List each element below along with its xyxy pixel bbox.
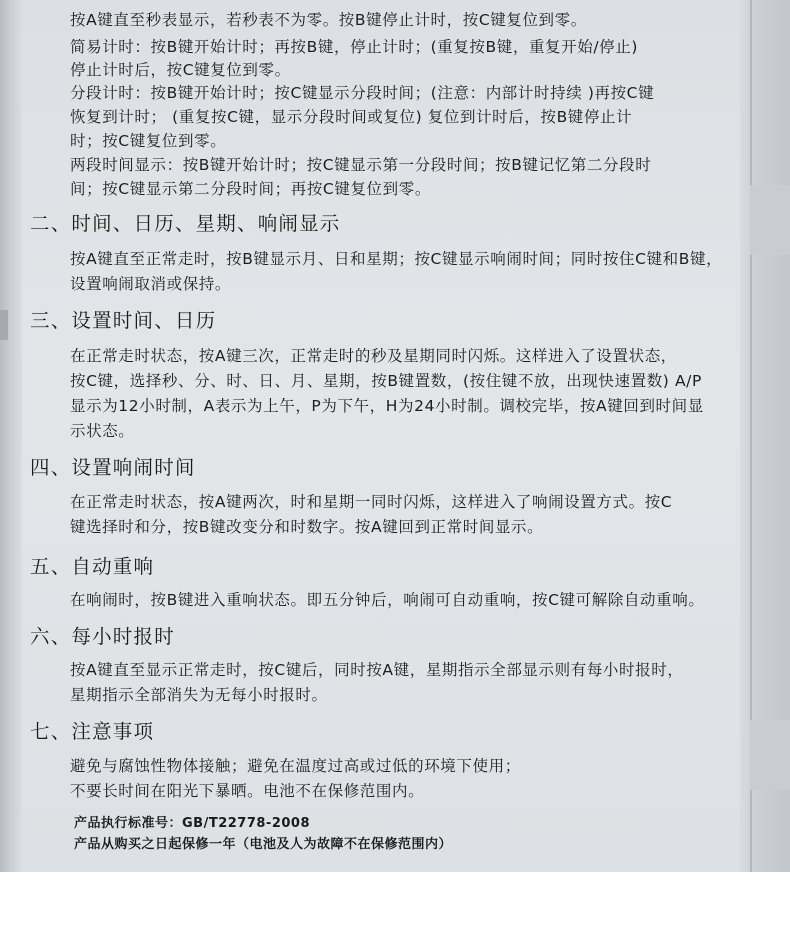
sheet-left-edge <box>0 0 22 872</box>
section-heading: 六、每小时报时 <box>30 625 175 648</box>
body-line: 避免与腐蚀性物体接触；避免在温度过高或过低的环境下使用； <box>70 757 521 775</box>
sheet-notch <box>750 720 790 790</box>
body-line: 时；按C键复位到零。 <box>70 132 227 150</box>
body-line: 星期指示全部消失为无每小时报时。 <box>70 686 328 704</box>
section-heading: 四、设置响闹时间 <box>30 456 196 479</box>
body-line: 按A键直至显示正常走时，按C键后，同时按A键，星期指示全部显示则有每小时报时， <box>70 661 684 679</box>
body-line: 停止计时后，按C键复位到零。 <box>70 61 291 79</box>
body-line: 简易计时：按B键开始计时；再按B键，停止计时；(重复按B键，重复开始/停止) <box>70 38 639 56</box>
body-line: 设置响闹取消或保持。 <box>70 275 232 293</box>
standard-number: 产品执行标准号：GB/T22778-2008 <box>74 816 310 831</box>
body-line: 键选择时和分，按B键改变分和时数字。按A键回到正常时间显示。 <box>70 518 544 536</box>
warranty-note: 产品从购买之日起保修一年（电池及人为故障不在保修范围内） <box>74 837 453 852</box>
body-line: 不要长时间在阳光下暴晒。电池不在保修范围内。 <box>70 782 425 800</box>
section-heading: 七、注意事项 <box>30 720 155 743</box>
body-line: 在正常走时状态，按A键两次，时和星期一同时闪烁，这样进入了响闹设置方式。按C <box>70 493 673 511</box>
sheet-edge-mark <box>0 310 8 340</box>
body-line: 在响闹时，按B键进入重响状态。即五分钟后，响闹可自动重响，按C键可解除自动重响。 <box>70 591 705 609</box>
section-heading: 五、自动重响 <box>30 555 155 578</box>
body-line: 按A键直至秒表显示，若秒表不为零。按B键停止计时，按C键复位到零。 <box>70 11 587 29</box>
body-line: 按A键直至正常走时，按B键显示月、日和星期；按C键显示响闹时间；同时按住C键和B键， <box>70 250 723 268</box>
section-heading: 三、设置时间、日历 <box>30 309 217 332</box>
body-line: 分段计时：按B键开始计时；按C键显示分段时间；(注意：内部计时持续 )再按C键 <box>70 84 655 102</box>
body-line: 恢复到计时； (重复按C键，显示分段时间或复位) 复位到计时后，按B键停止计 <box>70 108 633 126</box>
body-line: 显示为12小时制，A表示为上午，P为下午，H为24小时制。调校完毕，按A键回到时间显 <box>70 397 704 415</box>
body-line: 示状态。 <box>70 422 135 440</box>
body-line: 在正常走时状态，按A键三次，正常走时的秒及星期同时闪烁。这样进入了设置状态， <box>70 347 677 365</box>
body-line: 两段时间显示：按B键开始计时；按C键显示第一分段时间；按B键记忆第二分段时 <box>70 156 652 174</box>
body-line: 间；按C键显示第二分段时间；再按C键复位到零。 <box>70 180 431 198</box>
body-line: 按C键，选择秒、分、时、日、月、星期，按B键置数，(按住键不放，出现快速置数) A/P <box>70 372 702 390</box>
sheet-notch <box>750 185 790 255</box>
section-heading: 二、时间、日历、星期、响闹显示 <box>30 212 341 235</box>
